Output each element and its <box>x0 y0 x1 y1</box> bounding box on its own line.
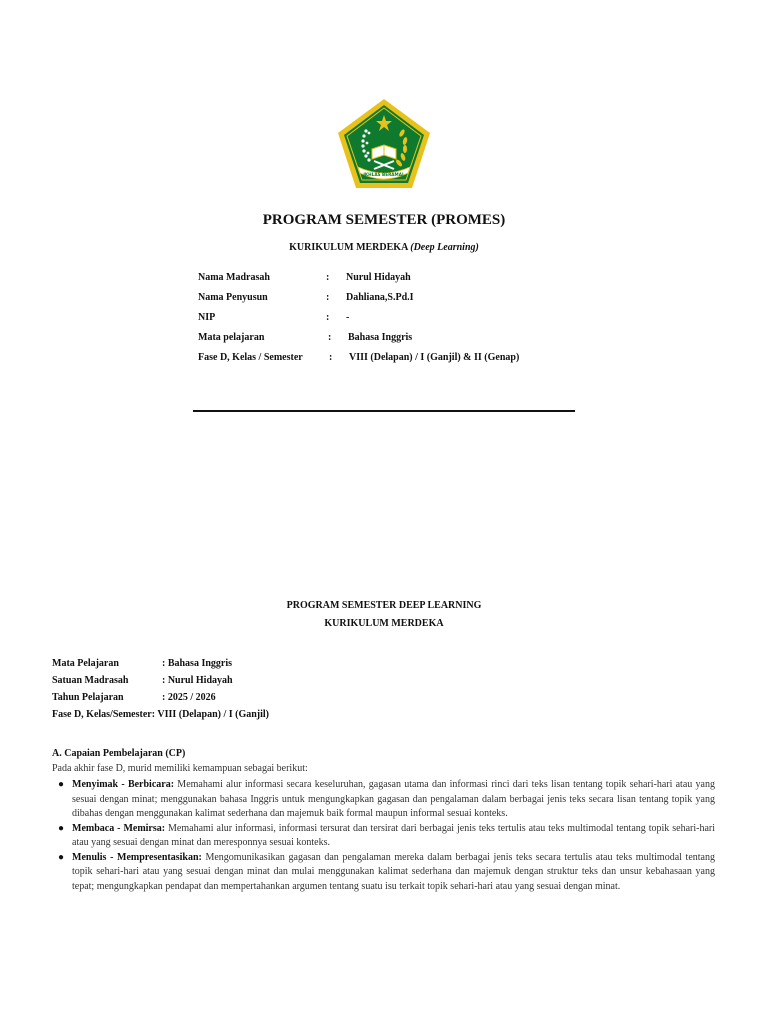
meta-row <box>52 692 269 709</box>
bullet-text: Memahami alur informasi secara keseluruhan, gagasan utama dan informasi rinci dari teks lisan tentang topik sehari-hari atau yang sesuai dengan minat; menggunakan bahasa Inggris untuk mengungkapkan gagasan dan pengalaman dalam berbagai jenis teks secara lisan tentang topik yang dibahas dengan menggunakan kalimat sederhana dan majemuk baik formal maupun informal sesuai konteks. <box>72 779 715 819</box>
cover-subtitle-plain: KURIKULUM MERDEKA <box>289 242 408 253</box>
bullet-heading: Membaca - Memirsa: <box>72 822 166 834</box>
doc-heading: PROGRAM SEMESTER DEEP LEARNING <box>286 600 482 611</box>
section-title: A. Capaian Pembelajaran (CP) <box>52 748 186 759</box>
kemenag-emblem-icon <box>336 97 432 191</box>
meta-value: : Bahasa Inggris <box>162 658 233 669</box>
meta-value: : Nurul Hidayah <box>162 675 233 686</box>
meta-row <box>52 658 269 675</box>
meta-row <box>52 675 269 692</box>
cover-divider <box>193 410 575 412</box>
cover-subtitle-italic: (Deep Learning) <box>410 242 479 253</box>
info-value: Nurul Hidayah <box>346 272 411 283</box>
meta-label: Satuan Madrasah <box>52 675 129 686</box>
meta-label: Mata Pelajaran <box>52 658 119 669</box>
info-label: Nama Penyusun <box>198 292 268 303</box>
bullet-text: Mengomunikasikan gagasan dan pengalaman mereka dalam berbagai jenis teks secara tertulis atau teks multimodal tentang topik sehari-hari atau yang sesuai dengan minat dan mulai menggunakan kalimat sederhana dan majemuk dengan struktur teks dan unsur kebahasaan yang tepat; mengungkapkan pendapat dan mempertahankan argumen tentang suatu isu terkait topik sehari-hari atau yang sesuai dengan minat. <box>72 851 715 892</box>
meta-row-fase: Fase D, Kelas/Semester: VIII (Delapan) / I (Ganjil) <box>52 709 270 720</box>
list-item <box>52 822 715 851</box>
info-colon: : <box>328 332 332 343</box>
info-label: Mata pelajaran <box>198 332 265 343</box>
ribbon-text: IKHLAS BERAMAL <box>363 172 405 177</box>
bullet-heading: Menyimak - Berbicara: <box>72 779 175 790</box>
bullet-icon: ● <box>58 779 65 790</box>
cp-bullet-list <box>52 778 715 894</box>
info-label: Fase D, Kelas / Semester <box>198 352 303 363</box>
list-item <box>52 851 715 895</box>
info-label: NIP <box>198 312 216 323</box>
meta-label: Tahun Pelajaran <box>52 692 124 703</box>
meta-value: : 2025 / 2026 <box>162 692 216 703</box>
cover-title: PROGRAM SEMESTER (PROMES) <box>262 212 506 228</box>
list-item <box>52 778 715 822</box>
info-colon: : <box>326 272 330 283</box>
info-colon: : <box>326 312 330 323</box>
info-value: Bahasa Inggris <box>348 332 413 343</box>
info-colon: : <box>329 352 333 363</box>
bullet-icon: ● <box>58 822 65 834</box>
info-label: Nama Madrasah <box>198 272 270 283</box>
section-intro: Pada akhir fase D, murid memiliki kemampuan sebagai berikut: <box>52 763 308 774</box>
info-value: Dahliana,S.Pd.I <box>346 292 414 303</box>
doc-meta <box>52 658 269 726</box>
cover-subtitle <box>0 242 768 253</box>
bullet-heading: Menulis - Mempresentasikan: <box>72 851 202 863</box>
info-value: - <box>346 312 350 323</box>
bullet-text: Memahami alur informasi, informasi tersurat dan tersirat dari berbagai jenis teks tertulis atau teks multimodal tentang topik sehari-hari atau yang sesuai dengan minat dan meresponnya sesuai konteks. <box>72 822 715 848</box>
info-colon: : <box>326 292 330 303</box>
bullet-icon: ● <box>58 851 65 863</box>
doc-subheading: KURIKULUM MERDEKA <box>324 618 444 629</box>
info-value: VIII (Delapan) / I (Ganjil) & II (Genap) <box>349 352 520 363</box>
